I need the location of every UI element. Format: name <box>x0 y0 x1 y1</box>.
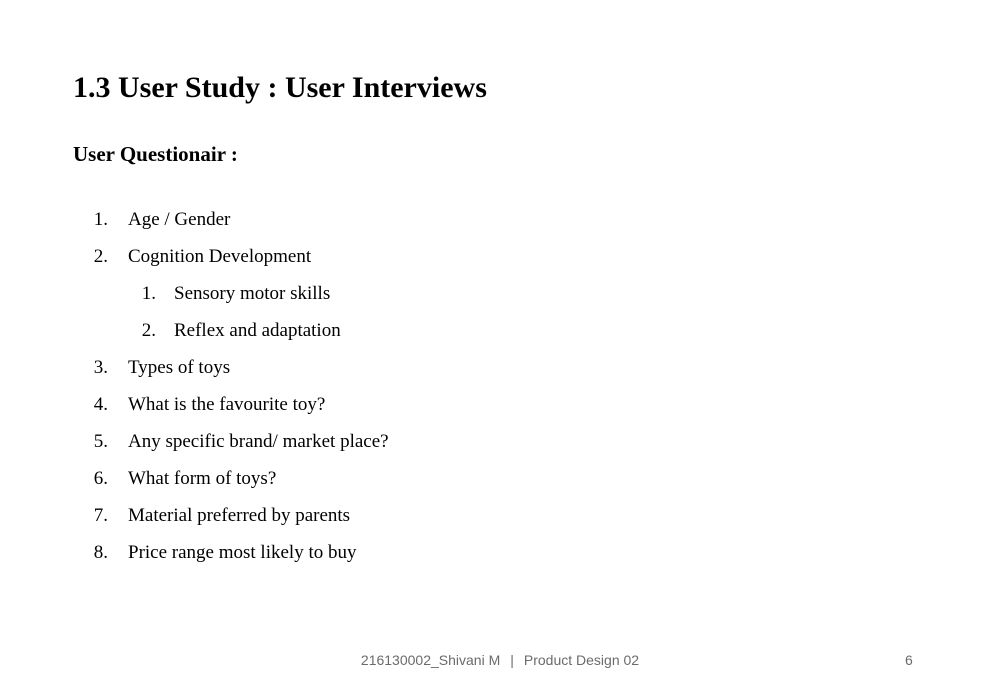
list-item-number: 2. <box>93 246 108 267</box>
footer-separator: | <box>510 652 514 668</box>
list-item-text: Price range most likely to buy <box>128 542 357 563</box>
sub-list-item-number: 2. <box>141 320 156 341</box>
list-item-text: What is the favourite toy? <box>128 394 326 415</box>
slide-title: 1.3 User Study : User Interviews <box>73 71 487 104</box>
list-item-number: 4. <box>93 394 108 415</box>
slide-footer <box>0 648 1000 672</box>
list-item-number: 8. <box>93 542 108 563</box>
list-item-number: 7. <box>93 505 108 526</box>
list-item-text: Types of toys <box>128 357 231 378</box>
list-item-number: 3. <box>93 357 108 378</box>
list-item-number: 1. <box>93 209 108 230</box>
page-number: 6 <box>905 652 913 668</box>
footer-course: Product Design 02 <box>523 652 640 668</box>
list-item-text: Any specific brand/ market place? <box>128 431 389 452</box>
list-item-number: 6. <box>93 468 108 489</box>
sub-list-item-text: Reflex and adaptation <box>174 320 341 341</box>
slide-subtitle: User Questionair : <box>73 142 238 166</box>
sub-list-item-text: Sensory motor skills <box>174 283 331 304</box>
list-item-text: Cognition Development <box>128 246 312 267</box>
sub-list-item-number: 1. <box>141 283 156 304</box>
list-item-text: Age / Gender <box>128 209 231 230</box>
list-item-text: What form of toys? <box>128 468 277 489</box>
list-item-number: 5. <box>93 431 108 452</box>
footer-author: 216130002_Shivani M <box>360 652 501 668</box>
list-item-text: Material preferred by parents <box>128 505 351 526</box>
